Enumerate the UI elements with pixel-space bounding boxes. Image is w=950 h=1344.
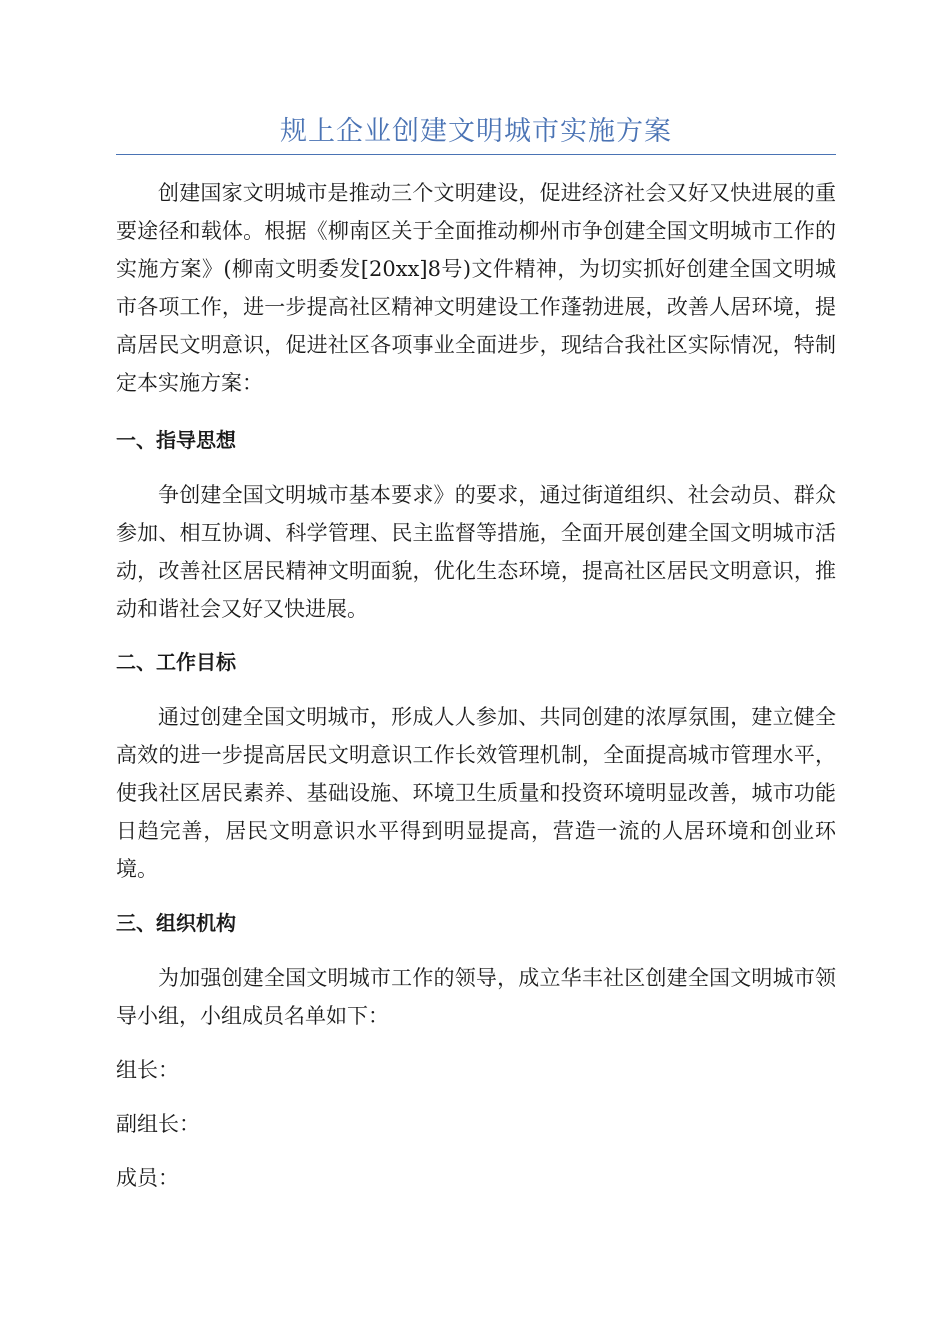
section-body-work-goals: 通过创建全国文明城市，形成人人参加、共同创建的浓厚氛围，建立健全高效的进一步提高居民文明意识工作长效管理机制，全面提高城市管理水平，使我社区居民素养、基础设施、环境卫生质量和投资环境明显改善，城市功能日趋完善，居民文明意识水平得到明显提高，营造一流的人居环境和创业环境。 — [116, 705, 836, 881]
section-body-organization: 为加强创建全国文明城市工作的领导，成立华丰社区创建全国文明城市领导小组，小组成员名单如下： — [116, 966, 836, 1028]
section-heading-guiding-ideology: 一、指导思想 — [116, 428, 236, 452]
intro-paragraph: 创建国家文明城市是推动三个文明建设，促进经济社会又好又快进展的重要途径和载体。根据《柳南区关于全面推动柳州市争创建全国文明城市工作的实施方案》(柳南文明委发[20xx]8号)文件精神，为切实抓好创建全国文明城市各项工作，进一步提高社区精神文明建设工作蓬勃进展，改善人居环境，提高居民文明意识，促进社区各项事业全面进步，现结合我社区实际情况，特制定本实施方案： — [116, 181, 836, 395]
section-body-guiding-ideology: 争创建全国文明城市基本要求》的要求，通过街道组织、社会动员、群众参加、相互协调、科学管理、民主监督等措施，全面开展创建全国文明城市活动，改善社区居民精神文明面貌，优化生态环境，提高社区居民文明意识，推动和谐社会又好又快进展。 — [116, 483, 836, 621]
document-title: 规上企业创建文明城市实施方案 — [280, 116, 672, 147]
title-underline — [116, 154, 836, 155]
roster-leader: 组长： — [116, 1058, 179, 1082]
section-heading-organization: 三、组织机构 — [116, 911, 236, 935]
roster-deputy: 副组长： — [116, 1112, 200, 1136]
roster-members: 成员： — [116, 1166, 179, 1190]
section-heading-work-goals: 二、工作目标 — [116, 650, 236, 674]
